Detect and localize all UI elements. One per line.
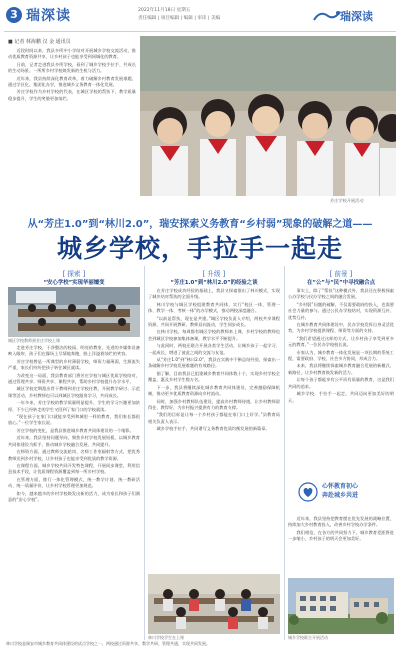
upgrade-paragraph: 在林川学校，每周都有城区学校的教师来上课，乡村学校的教师也会到城区学校参加集体备课，教学水平不断提升。 — [148, 329, 280, 341]
section-label-explore: [ 探索 ] — [62, 270, 86, 278]
upgrade-paragraph: 从“芳庄1.0”到“林川2.0”，我县在实践中不断总结经验，探索出一条破解乡村学校发展难题的有效路径。 — [148, 357, 280, 369]
kicker-quote — [296, 478, 392, 514]
explore-paragraph: 在师资方面，通过教师交流轮岗、名师工作室辐射等方式，把优秀教师送到乡村学校，让乡村孩子也能享受到优质的教学资源。 — [8, 449, 140, 461]
upgrade-paragraph: “我们的目标是让每一个乡村孩子都能在家门口上好学。”县教育局相关负责人表示。 — [148, 412, 280, 424]
classroom-photo-left — [8, 287, 140, 337]
subheadline: 从“芳庄1.0”到“林川2.0”，瑞安探索义务教育“乡村弱”现象的破解之道—— — [27, 219, 373, 230]
closing-text — [288, 516, 394, 576]
upgrade-paragraph: 城乡学校手拉手，共同谱写义务教育优质均衡发展的新篇章。 — [156, 426, 270, 432]
outlook-paragraph: 专家认为，城乡教育一体化发展是一项长期的系统工程，需要政府、学校、社会多方协同，形成合力。 — [288, 349, 394, 362]
column-divider — [284, 266, 285, 640]
explore-paragraph: 如今，越来越多的乡村学校焕发出新的活力，成为家长和孩子们满意的“安心学校”。 — [8, 490, 140, 502]
school-building-photo — [288, 578, 394, 634]
section-title-outlook: 在“公”与“民”中寻找融合点 — [306, 280, 376, 286]
heart-flower-icon — [298, 482, 318, 502]
explore-paragraph: 芳庄学校的变化，是我县推进城乡教育共同体建设的一个缩影。 — [16, 427, 134, 433]
classroom-photo-middle — [148, 574, 280, 634]
outlook-text-column — [288, 288, 394, 474]
section-label-outlook: [ 前景 ] — [329, 270, 353, 278]
explore-paragraph: “现在孩子在家门口就能享受到和城里一样的教育，我们家长都很放心。”一位学生家长说。 — [8, 414, 140, 426]
main-photo-caption: 芳庄学校开展活动 — [330, 198, 364, 203]
classroom-photo-middle-caption: 林川学校学生在上课 — [148, 635, 184, 640]
intro-paragraph: 芳庄学校作为乡村学校的代表，在城区学校的帮扶下，教学质量稳步提升，学生的笑脸更加灿烂。 — [8, 89, 136, 101]
outlook-paragraph: 未来，我县将继续探索城乡教育融合发展的新模式、新路径，让乡村教育焕发新的活力。 — [288, 363, 394, 375]
explore-text-column — [8, 345, 140, 639]
closing-paragraph: 近年来，我县坚持把教育摆在优先发展的战略位置，持续加大乡村教育投入，改善乡村学校办学条件。 — [288, 516, 394, 528]
outlook-paragraph: “我们希望通过这样的方式，让乡村孩子享受到更多元的教育。”一位民办学校校长说。 — [288, 335, 394, 348]
outlook-paragraph: 事实上，除了“帮扶”这种模式外，我县还在积极探索公办学校与民办学校之间的融合发展。 — [288, 288, 394, 300]
intro-text-column — [8, 48, 136, 208]
brand-logo — [312, 6, 392, 26]
upgrade-paragraph: 同时，加强乡村教师队伍建设，提高乡村教师待遇，让乡村教师留得住、教得好，为乡村振兴提供有力的教育支撑。 — [148, 398, 280, 410]
footer-note: 林川学校是瑞安市城乡教育共同体建设的试点学校之一，两校通过资源共享、教学共研、管理共通，实现共同发展。 — [6, 641, 210, 646]
explore-paragraph: 在课程方面，城乡学校共同开发特色课程，开展同步课堂，利用信息技术手段，让优质课程资源覆盖到每一所乡村学校。 — [8, 462, 140, 475]
explore-paragraph: 城区学校定期派出骨干教师到芳庄学校任教，开展教学研讨、示范课等活动，乡村教师也可以到城区学校跟岗学习，共同成长。 — [8, 386, 140, 398]
editor-credits: 责任编辑 | 项目编辑 | 编辑 | 审读 | 美编 — [138, 16, 221, 21]
column-divider — [144, 266, 145, 640]
explore-paragraph: 近年来，我县坚持问题导向，聚焦乡村学校发展短板，以城乡教育共同体建设为抓手，推动城乡学校融合发展、共同提升。 — [8, 435, 140, 447]
classroom-photo-left-caption: 城区学校教师到芳庄学校上课 — [8, 338, 60, 343]
explore-paragraph: 走进芳庄学校，干净整洁的校园、明亮的教室、先进的多媒体设备映入眼帘，孩子们在操场上尽情地奔跑，脸上洋溢着灿烂的笑容。 — [8, 345, 140, 357]
brand-text: 瑞深读 — [340, 10, 373, 23]
explore-paragraph: 为改变这一局面，我县教育部门将芳庄学校与城区优质学校结对，通过管理共享、师资共享、课程共享，帮助乡村学校提升办学水平。 — [8, 372, 140, 385]
outlook-paragraph: “乡村弱”问题的破解，不仅需要政府的投入，也需要社会力量的参与。通过公民办学校结对，实现资源互补、优势互补。 — [288, 301, 394, 320]
kicker-line: 奔赴城乡共进 — [322, 492, 359, 499]
upgrade-paragraph: 据了解，目前我县已组建城乡教育共同体数十个，实现乡村学校全覆盖，惠及乡村学生数万名。 — [148, 370, 280, 383]
issue-date: 2022年11月18日 星期五 — [138, 8, 191, 13]
upgrade-paragraph: 在芳庄学校成功经验的基础上，我县又探索推出了林川模式，实现了城乡结对帮扶的全面升级。 — [148, 288, 280, 300]
page-section-name: 瑞深读 — [26, 8, 71, 24]
main-photo-students — [140, 36, 396, 196]
explore-paragraph: 芳庄学校曾是一所典型的乡村薄弱学校，师资力量薄弱，生源流失严重，家长们纷纷把孩子转往城区就读。 — [8, 358, 140, 371]
intro-paragraph: 日前，记者走进我县多所学校，看到了城乡学校手拉手、共成长的生动场景。一所所乡村学校焕发新的生机与活力。 — [8, 61, 136, 74]
explore-paragraph: 一年多来，芳庄学校的教学质量明显提升，学生的学习兴趣更加浓厚，不少已经转走的学生又回到了家门口的学校就读。 — [8, 400, 140, 412]
upgrade-paragraph: 下一步，我县将继续深化城乡教育共同体建设，完善激励保障机制，推动更多优质教育资源向乡村流动。 — [148, 384, 280, 397]
headline: 城乡学校，手拉手一起走 — [56, 234, 343, 263]
upgrade-paragraph: “以前是帮扶，现在是共建。”城区学校负责人介绍，两校共享课程资源、共同开展教研，教师双向流动，学生同步成长。 — [148, 315, 280, 328]
upgrade-paragraph: 与此同时，两校还联合开展各类学生活动，让城乡孩子一起学习、一起成长，增进了彼此之间的交流与友谊。 — [148, 343, 280, 355]
outlook-paragraph: 城乡学校，手拉手一起走，共同迈向更加美好的明天。 — [288, 391, 394, 403]
school-building-photo-caption: 城乡学校联合开展活动 — [288, 635, 328, 640]
intro-paragraph: 近年来，我县持续深化教育改革，着力破解乡村教育发展难题，通过学区化、集团化办学，推进城乡义务教育一体化发展。 — [8, 75, 136, 88]
outlook-paragraph: 让每个孩子都能享有公平而有质量的教育，这是我们共同的追求。 — [288, 377, 394, 389]
closing-paragraph: 我们相信，在各方的共同努力下，城乡教育差距将进一步缩小，乡村孩子的明天会更加美好。 — [288, 529, 394, 542]
section-label-upgrade: [ 升级 ] — [202, 270, 226, 278]
kicker-line: 心怀教育初心 — [322, 483, 359, 490]
section-title-explore: “安心学校”实现华丽嬗变 — [43, 280, 105, 286]
masthead — [4, 2, 396, 32]
kicker-text — [322, 482, 358, 500]
upgrade-paragraph: 林川学校与城区学校组建教育共同体，实行“校区一体、管理一体、教学一体、考核一体”的办学模式，推动两校深度融合。 — [148, 301, 280, 314]
upgrade-text-column — [148, 288, 280, 570]
page-number-badge: 3 — [6, 7, 22, 23]
swan-logo-icon — [312, 8, 342, 24]
explore-paragraph: 在管理方面，推行一体化管理模式，统一教学计划、统一教研活动、统一质量评价，让乡村学校管理更加规范。 — [8, 476, 140, 489]
section-title-upgrade: “芳庄1.0”到“林川2.0”的经验之谈 — [170, 280, 258, 286]
intro-paragraph: 近段时间以来，我县多所中小学结对开展城乡学校交流活动，推动优质教育资源共享，让乡村孩子也能享受到同城化的教育。 — [8, 48, 136, 60]
byline: ■ 记者 林海鹏 汉 金 通讯员 — [8, 39, 71, 45]
outlook-paragraph: 在城乡教育共同体建设中，民办学校发挥自身灵活优势，为乡村学校提供课程、师资等方面的支持。 — [288, 322, 394, 334]
